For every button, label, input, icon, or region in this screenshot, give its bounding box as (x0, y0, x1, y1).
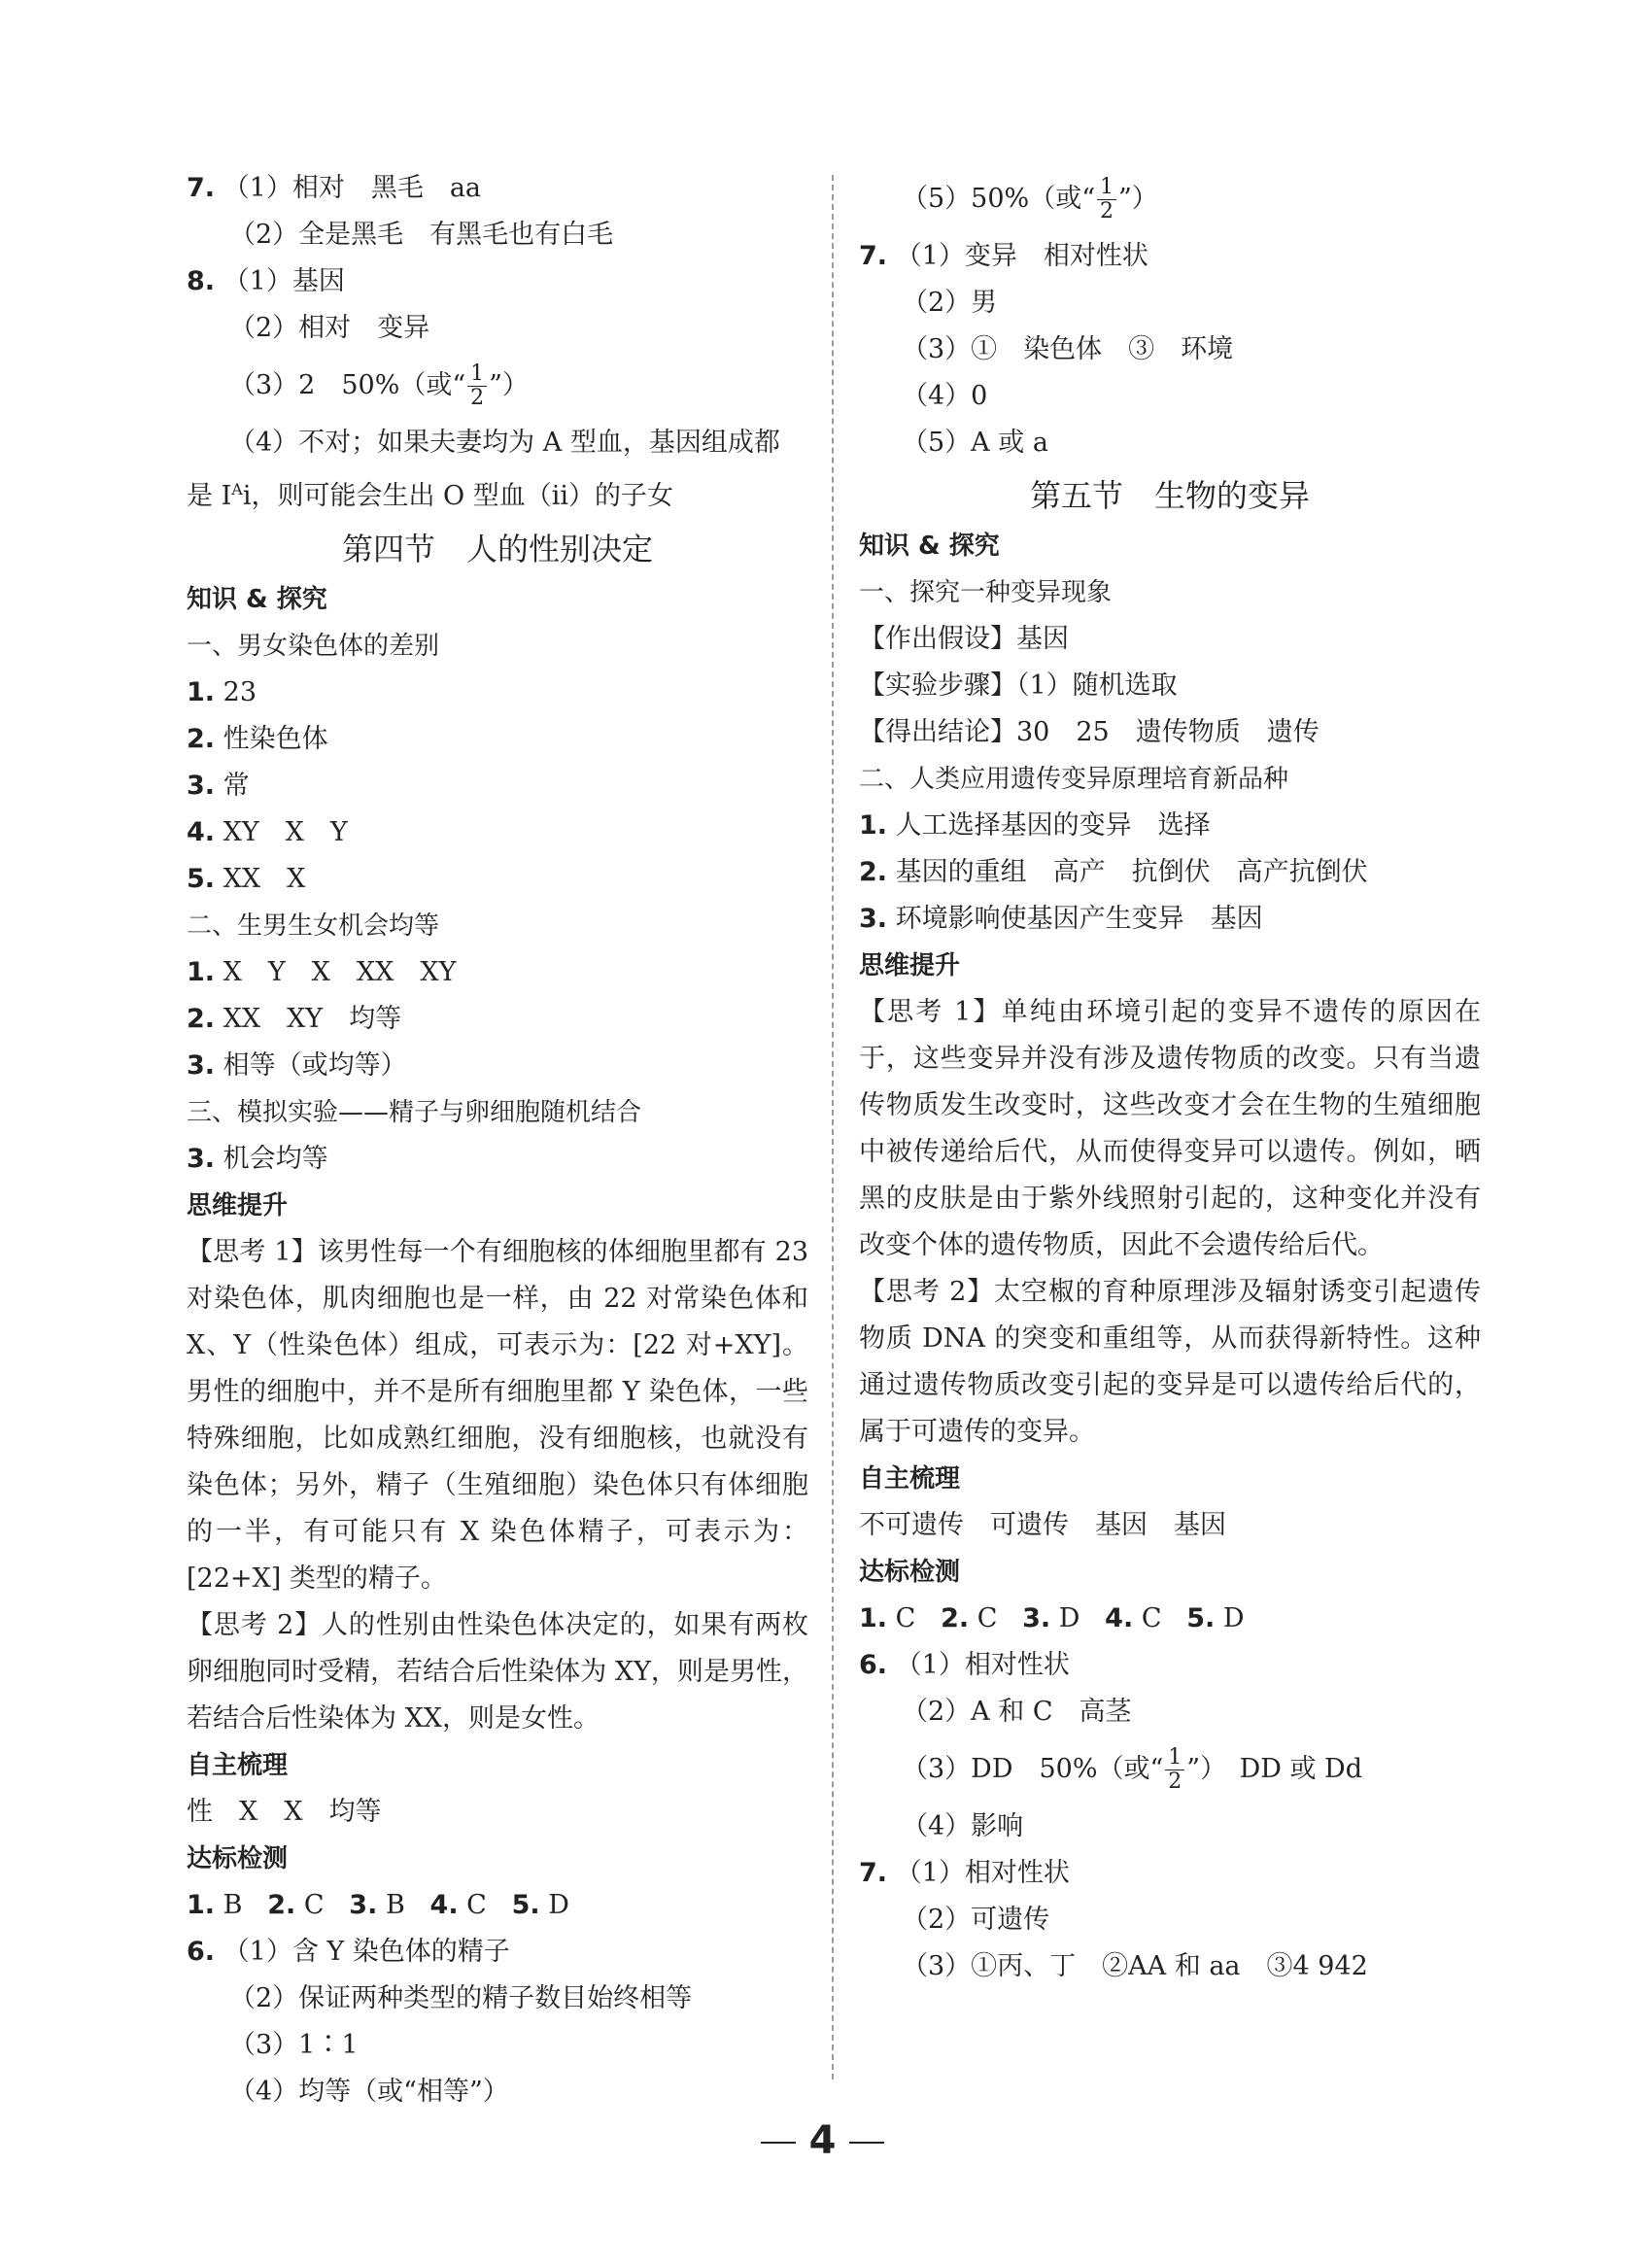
answer-6-2: （2）A 和 C 高茎 (902, 1697, 1132, 1727)
knowledge-heading: 知识 & 探究 (859, 532, 1000, 561)
think-2-paragraph: 【思考 2】太空椒的育种原理涉及辐射诱变引起遗传物质 DNA 的突变和重组等，从而获得新特性。这种通过遗传物质改变引起的变异是可以遗传给后代的，属于可遗传的变异。 (859, 1277, 1481, 1447)
answer-6-4: （4）均等（或“相等”） (229, 2077, 509, 2107)
answer-6-2: （2）保证两种类型的精子数目始终相等 (229, 1983, 693, 2013)
answer-8-1: 8. （1）基因 (187, 266, 345, 296)
list-item: 4. XY X Y (187, 817, 348, 847)
part-1-heading: 一、探究一种变异现象 (859, 578, 1113, 607)
answer-7-2: （2）全是黑毛 有黑毛也有白毛 (229, 220, 614, 250)
list-item: 3. 相等（或均等） (187, 1050, 407, 1081)
fraction-half: $\frac{1}{2}$ (1097, 176, 1116, 223)
fraction-half: $\frac{1}{2}$ (1165, 1746, 1184, 1794)
answer-6-4: （4）影响 (902, 1811, 1024, 1841)
self-review-heading: 自主梳理 (859, 1464, 961, 1494)
list-item: 3. 机会均等 (187, 1144, 328, 1174)
right-column (859, 165, 1481, 1990)
part-3-heading: 三、模拟实验——精子与卵细胞随机结合 (187, 1098, 642, 1127)
answer-7-5: （5）A 或 a (902, 428, 1048, 458)
column-divider (832, 175, 834, 2079)
dash-left (761, 2142, 796, 2144)
check-heading: 达标检测 (859, 1558, 961, 1587)
fraction-half: $\frac{1}{2}$ (467, 362, 487, 410)
part-2-heading: 二、生男生女机会均等 (187, 911, 440, 941)
dash-right (849, 2142, 884, 2144)
list-item: 2. XX XY 均等 (187, 1004, 402, 1034)
list-item: 1. 人工选择基因的变异 选择 (859, 810, 1211, 841)
part-2-heading: 二、人类应用遗传变异原理培育新品种 (859, 765, 1289, 794)
list-item: 1. 23 (187, 677, 257, 707)
thinking-heading: 思维提升 (187, 1191, 289, 1220)
check-heading: 达标检测 (187, 1844, 289, 1873)
answer-6-1: 6. （1）相对性状 (859, 1650, 1070, 1680)
list-item: 3. 环境影响使基因产生变异 基因 (859, 904, 1263, 934)
think-1-paragraph: 【思考 1】该男性每一个有细胞核的体细胞里都有 23 对染色体，肌肉细胞也是一样，由 22 对常染色体和 X、Y（性染色体）组成，可表示为：[22 对+XY]。男性的细胞中，并不是所有细胞里都 Y 染色体，一些特殊细胞，比如成熟红细胞，没有细胞核，也就没有染色体；另外，精子（生殖细胞）染色体只有体细胞的一半，有可能只有 X 染色体精子，可表示为：[22+X] 类型的精子。 (187, 1237, 808, 1594)
hypothesis-line: 【作出假设】基因 (859, 624, 1069, 654)
list-item: 2. 基因的重组 高产 抗倒伏 高产抗倒伏 (859, 857, 1368, 887)
multiple-choice-answers: 1. B 2. C 3. B 4. C 5. D (187, 1890, 569, 1920)
think-1-paragraph: 【思考 1】单纯由环境引起的变异不遗传的原因在于，这些变异并没有涉及遗传物质的改变。只有当遗传物质发生改变时，这些改变才会在生物的生殖细胞中被传递给后代，从而使得变异可以遗传。例如，晒黑的皮肤是由于紫外线照射引起的，这种变化并没有改变个体的遗传物质，因此不会遗传给后代。 (859, 997, 1481, 1260)
list-item: 3. 常 (187, 771, 250, 801)
answer-7b-2: （2）可遗传 (902, 1905, 1050, 1935)
answer-6-3: （3）DD 50%（或“ $\frac{1}{2}$ ”） DD 或 Dd (902, 1745, 1362, 1794)
list-item: 1. X Y X XX XY (187, 957, 457, 987)
list-item: 5. XX X (187, 864, 306, 894)
section-5-title: 第五节 生物的变异 (1029, 477, 1310, 514)
self-review-text: 性 X X 均等 (187, 1797, 382, 1827)
answer-8-4b: 是 $I^Ai$，则可能会生出 O 型血（ii）的子女 (187, 480, 674, 511)
answer-8-3: （3）2 50%（或“ $\frac{1}{2}$ ”） (229, 361, 529, 410)
thinking-heading: 思维提升 (859, 951, 961, 980)
answer-7-3: （3）① 染色体 ③ 环境 (902, 334, 1234, 364)
left-column (187, 165, 808, 2115)
self-review-heading: 自主梳理 (187, 1751, 289, 1780)
steps-line: 【实验步骤】（1）随机选取 (859, 670, 1178, 701)
multiple-choice-answers: 1. C 2. C 3. D 4. C 5. D (859, 1603, 1245, 1633)
part-1-heading: 一、男女染色体的差别 (187, 632, 440, 661)
answer-6-3: （3）1∶1 (229, 2030, 359, 2060)
page-number: 4 (0, 2118, 1645, 2163)
knowledge-heading: 知识 & 探究 (187, 585, 327, 614)
list-item: 2. 性染色体 (187, 724, 328, 754)
answer-7-4: （4）0 (902, 381, 988, 411)
answer-7-2: （2）男 (902, 288, 998, 318)
conclusion-line: 【得出结论】30 25 遗传物质 遗传 (859, 717, 1319, 747)
think-2-paragraph: 【思考 2】人的性别由性染色体决定的，如果有两枚卵细胞同时受精，若结合后性染体为 XY，则是男性，若结合后性染体为 XX，则是女性。 (187, 1610, 808, 1734)
answer-6-1: 6. （1）含 Y 染色体的精子 (187, 1937, 510, 1967)
answer-8-4a: （4）不对；如果夫妻均为 A 型血，基因组成都 (229, 428, 780, 458)
answer-8-2: （2）相对 变异 (229, 313, 430, 343)
answer-7-1: 7. （1）相对 黑毛 aa (187, 173, 482, 203)
answer-7b-3: （3）①丙、丁 ②AA 和 aa ③4 942 (902, 1951, 1368, 1981)
answer-7b-1: 7. （1）相对性状 (859, 1858, 1070, 1888)
answer-5: （5）50%（或“ $\frac{1}{2}$ ”） (902, 175, 1158, 223)
self-review-text: 不可遗传 可遗传 基因 基因 (859, 1510, 1226, 1540)
answer-7-1: 7. （1）变异 相对性状 (859, 241, 1148, 271)
section-4-title: 第四节 人的性别决定 (341, 531, 653, 567)
